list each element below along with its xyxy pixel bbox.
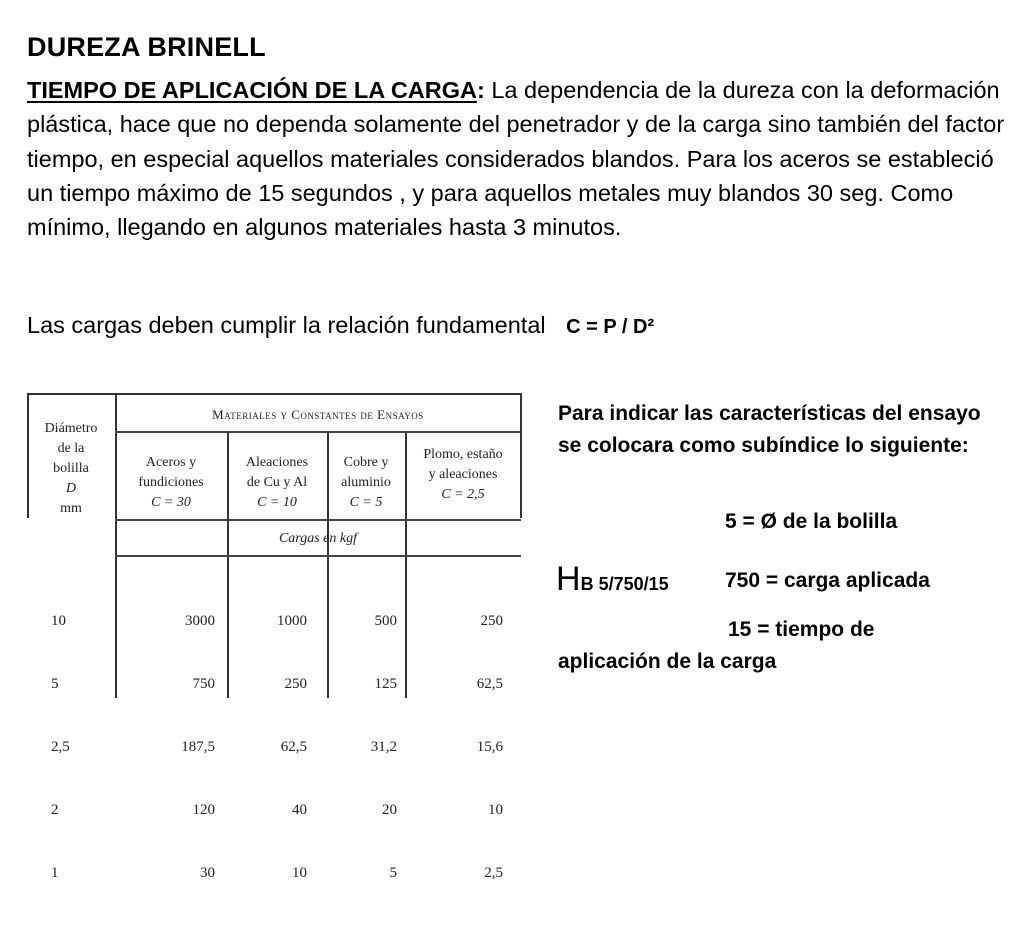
table-subheader-rule <box>115 555 521 557</box>
diameter-values: 10 5 2,5 2 1 <box>51 613 70 881</box>
notation-item-time: 15 = tiempo de <box>728 618 875 641</box>
table-top-rule <box>27 393 522 395</box>
material-header: Cobre y aluminio C = 5 <box>341 455 391 510</box>
table-banner-rule <box>115 431 521 433</box>
relation-formula: C = P / D² <box>566 316 655 338</box>
page-title: DUREZA BRINELL <box>27 32 266 62</box>
material-header: Aceros y fundiciones C = 30 <box>138 455 204 510</box>
notation-item-load: 750 = carga aplicada <box>725 569 930 592</box>
table-banner: Materiales y Constantes de Ensayos <box>212 407 424 422</box>
diameter-header: Diámetro de la bolilla D mm <box>44 421 98 516</box>
table-subheader: Cargas en kgf <box>278 531 358 546</box>
notation-intro: Para indicar las características del ensayo se colocara como subíndice lo siguiente: <box>558 402 981 457</box>
hb-notation <box>556 560 669 599</box>
notation-item-time-cont: aplicación de la carga <box>558 650 777 673</box>
hb-symbol: H <box>556 560 581 598</box>
relation-text: Las cargas deben cumplir la relación fundamental <box>27 312 546 338</box>
table-header-rule <box>115 519 521 521</box>
intro-text: La dependencia de la dureza con la deformación plástica, hace que no dependa solamente del penetrador y de la carga sino también del factor tiempo, en especial aquellos materiales considerados blandos. Para los aceros se estableció un tiempo máximo de 15 segundos , y para aquellos metales muy blandos 30 seg. Como mínimo, llegando en algunos materiales hasta 3 minutos. <box>27 77 1005 241</box>
intro-paragraph <box>27 73 1007 244</box>
intro-heading: TIEMPO DE APLICACIÓN DE LA CARGA <box>27 77 477 103</box>
loads-column: 500 125 31,2 20 5 <box>370 613 397 881</box>
loads-column: 250 62,5 15,6 10 2,5 <box>476 613 503 881</box>
loads-column: 3000 750 187,5 120 30 <box>181 613 215 881</box>
notation-item-diameter: 5 = Ø de la bolilla <box>725 510 898 533</box>
relation-line <box>27 312 654 339</box>
loads-column: 1000 250 62,5 40 10 <box>277 613 307 881</box>
intro-colon: : <box>477 77 485 103</box>
brinell-constants-table <box>27 393 522 881</box>
hb-subscript: B 5/750/15 <box>580 574 669 594</box>
material-header: Aleaciones de Cu y Al C = 10 <box>245 455 309 510</box>
material-header: Plomo, estaño y aleaciones C = 2,5 <box>423 447 503 502</box>
